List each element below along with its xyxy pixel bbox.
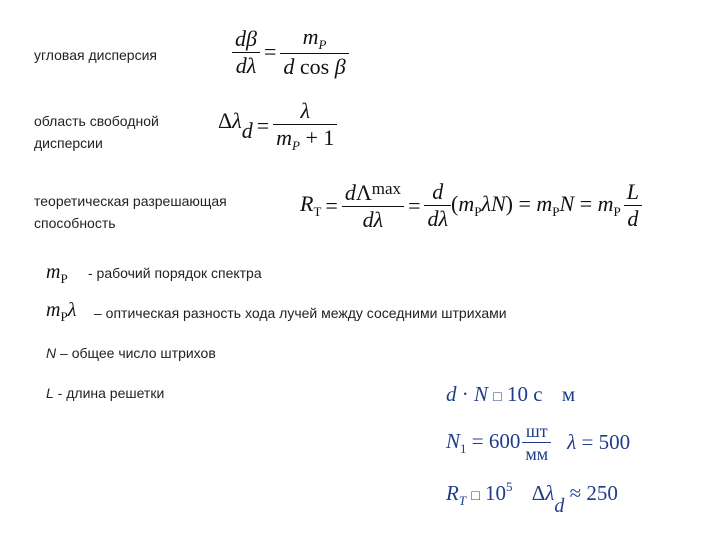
l-letter: L: [46, 385, 54, 401]
angular-dispersion-label: угловая дисперсия: [34, 47, 157, 63]
example-n1-unit-den: мм: [525, 444, 549, 464]
example-dn: d · N □ 10 с м: [446, 382, 576, 406]
n-letter: N: [46, 345, 57, 361]
example-dn-unit: м: [561, 382, 576, 406]
n-desc: – общее число штрихов: [56, 345, 216, 361]
box-glyph-2: □: [471, 489, 480, 504]
example-dn-value: 10 с: [506, 382, 543, 406]
free-dispersion-label: область свободной дисперсии: [34, 113, 159, 151]
spectrum-order-desc: - рабочий порядок спектра: [88, 265, 262, 281]
example-dlambda-value: ≈ 250: [569, 481, 618, 505]
l-desc: - длина решетки: [53, 385, 165, 401]
example-lambda-value: 500: [598, 430, 631, 454]
example-rt-exp: 5: [506, 479, 513, 494]
resolving-power-label: теоретическая разрешающая способность: [34, 193, 227, 231]
optical-path-desc: – оптическая разность хода лучей между соседними штрихами: [94, 305, 507, 321]
free-dispersion-formula: Δλd = $\frac{\lambda}{m_P + 1}$: [218, 100, 337, 152]
example-n1-unit-num: шт: [522, 422, 551, 443]
example-rt-base: 10: [485, 481, 507, 505]
example-n1-value: 600: [488, 428, 521, 453]
mp-lambda-symbol: $m_P\lambda$: [46, 299, 77, 324]
box-glyph-1: □: [493, 390, 502, 405]
resolving-power-formula: $R_T$ = $\frac{d\Lambda^{max}}{d\lambda}$ = $\frac{d}{d\lambda}$ $(m_P\lambda N) = m_PN = m_P$ $\frac{L}{d}$: [300, 180, 642, 231]
mp-symbol: $m_P$: [46, 261, 68, 286]
example-n1: $N_1 = 600$ $\frac{шт}{мм}$ λ = 500: [446, 421, 631, 464]
l-definition: [46, 382, 164, 404]
example-rt: $R_T$ □ $10^5$ Δλd ≈ 250: [446, 479, 618, 517]
n-definition: [46, 342, 216, 364]
angular-dispersion-formula: $\frac{d\beta}{d\lambda}$ = $\frac{m_P}{\text{d cos β}}$: [232, 26, 349, 78]
